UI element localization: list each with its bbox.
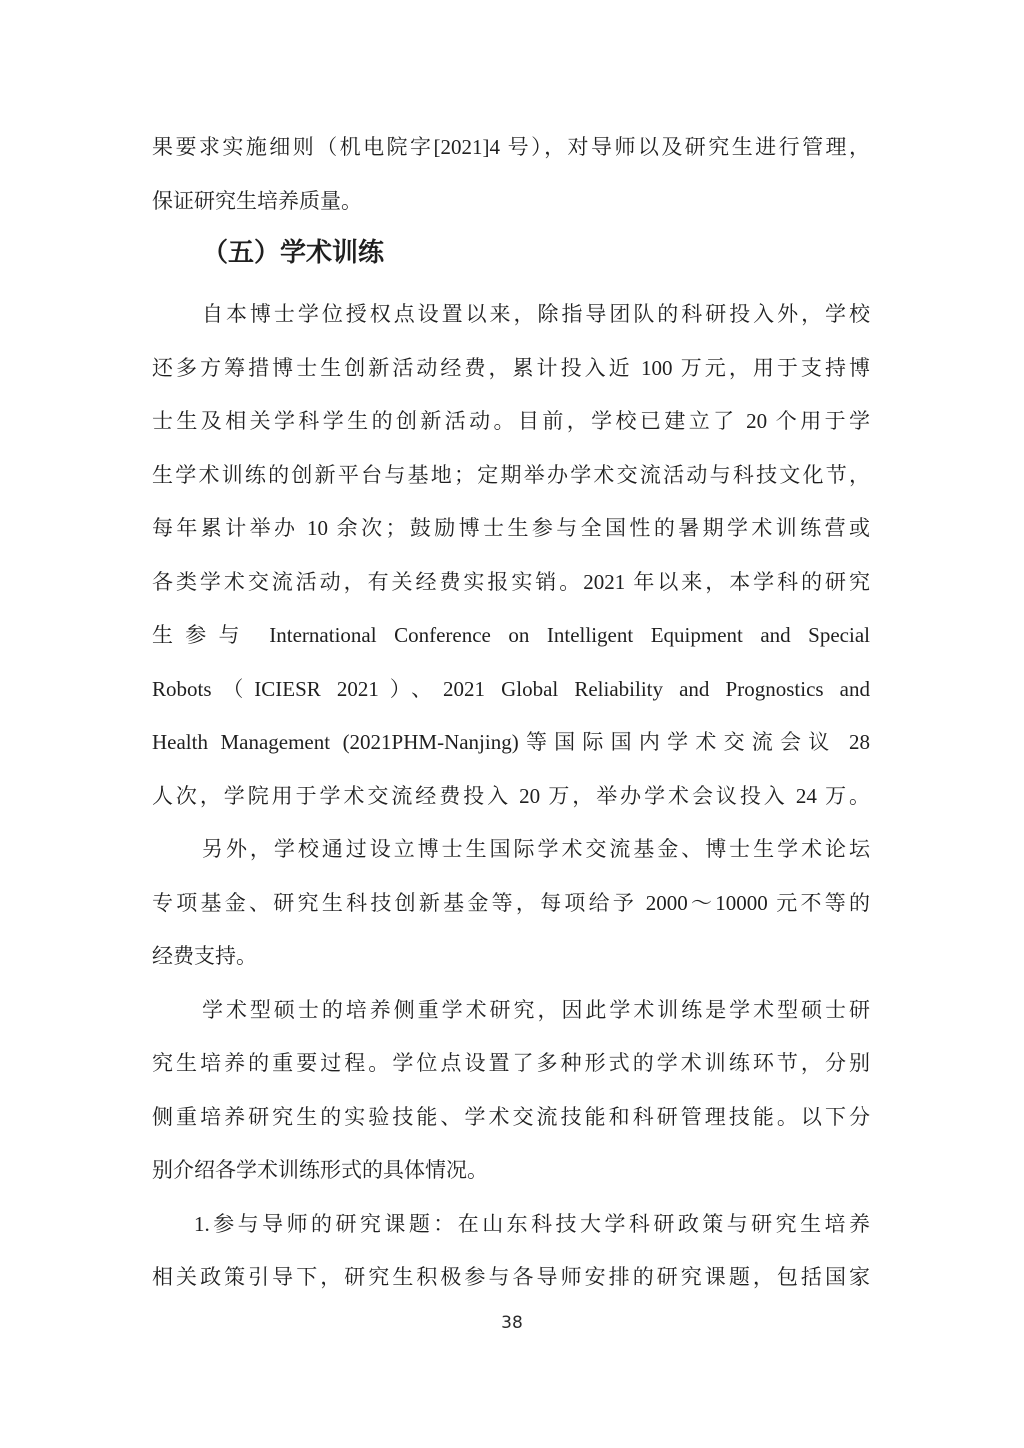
paragraph xyxy=(152,823,870,984)
text-line: Health Management (2021PHM-Nanjing)等国际国内学术交流会议 28 xyxy=(152,730,870,754)
text-line: 究生培养的重要过程。学位点设置了多种形式的学术训练环节，分别 xyxy=(152,1051,870,1075)
text-line: 生学术训练的创新平台与基地；定期举办学术交流活动与科技文化节， xyxy=(152,462,870,487)
text-line: Robots（ICIESR 2021）、2021 Global Reliability and Prognostics and xyxy=(152,676,870,701)
text-line: 侧重培养研究生的实验技能、学术交流技能和科研管理技能。以下分 xyxy=(152,1104,870,1129)
text-line: 专项基金、研究生科技创新基金等，每项给予 2000～10000 元不等的 xyxy=(152,890,870,915)
paragraph xyxy=(152,121,870,228)
text-line: 经费支持。 xyxy=(152,944,257,968)
text-line: 还多方筹措博士生创新活动经费，累计投入近 100 万元，用于支持博 xyxy=(152,355,870,380)
paragraph xyxy=(152,984,870,1198)
text-line: 学术型硕士的培养侧重学术研究，因此学术训练是学术型硕士研 xyxy=(202,997,870,1022)
text-line: 自本博士学位授权点设置以来，除指导团队的科研投入外，学校 xyxy=(202,302,870,326)
text-line: 1.参与导师的研究课题：在山东科技大学科研政策与研究生培养 xyxy=(194,1211,870,1236)
text-line: 果要求实施细则（机电院字[2021]4 号），对导师以及研究生进行管理， xyxy=(152,135,870,159)
paragraph xyxy=(152,288,870,823)
text-line: 保证研究生培养质量。 xyxy=(152,188,362,213)
text-line: 生参与 International Conference on Intelligent Equipment and Special xyxy=(152,623,870,647)
text-line: 士生及相关学科学生的创新活动。目前，学校已建立了 20 个用于学 xyxy=(152,409,870,433)
text-line: 相关政策引导下，研究生积极参与各导师安排的研究课题，包括国家 xyxy=(152,1265,870,1289)
section-heading: （五）学术训练 xyxy=(202,238,385,267)
paragraph xyxy=(152,1198,870,1305)
text-line: 每年累计举办 10 余次；鼓励博士生参与全国性的暑期学术训练营或 xyxy=(152,516,870,540)
text-line: 各类学术交流活动，有关经费实报实销。2021 年以来，本学科的研究 xyxy=(152,569,870,594)
text-line: 别介绍各学术训练形式的具体情况。 xyxy=(152,1158,488,1182)
text-line: 人次，学院用于学术交流经费投入 20 万，举办学术会议投入 24 万。 xyxy=(152,783,870,808)
page-number: 38 xyxy=(501,1313,523,1333)
document-body xyxy=(152,121,870,1305)
text-line: 另外，学校通过设立博士生国际学术交流基金、博士生学术论坛 xyxy=(202,837,870,861)
